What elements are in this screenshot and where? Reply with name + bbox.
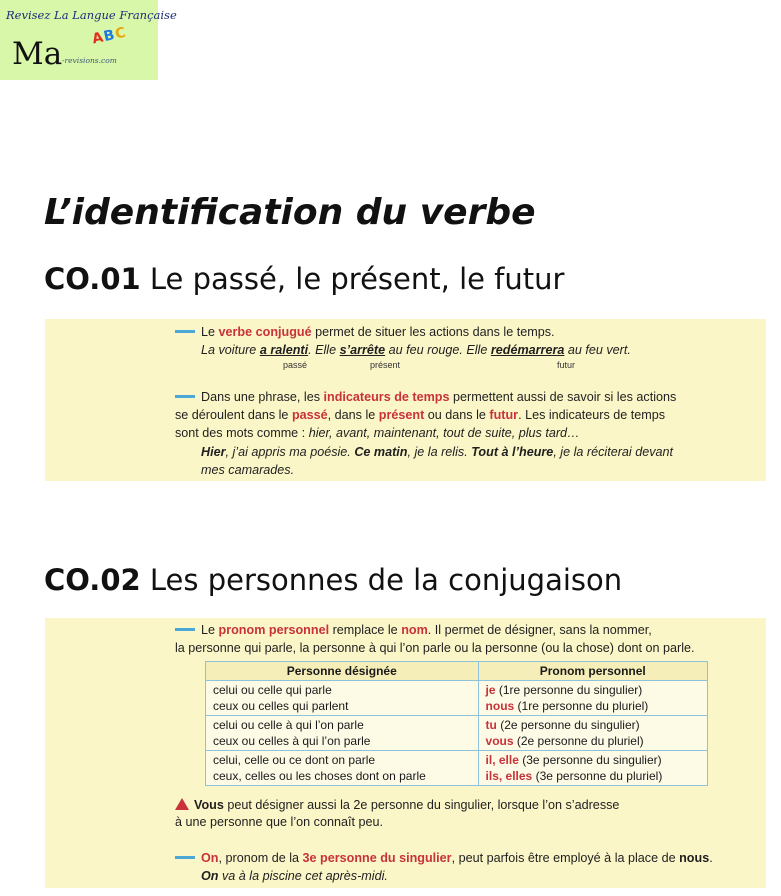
section-title-co02 [44,563,622,597]
logo-abc: ABC [90,24,129,48]
rule-pronom-personnel: Le pronom personnel remplace le nom. Il permet de désigner, sans la nommer, [175,623,652,637]
example-voiture: La voiture a ralenti. Elle s’arrête au feu rouge. Elle redémarrera au feu vert. [201,343,631,357]
bullet-dash-icon [175,628,195,631]
rule-indicateurs-line3: sont des mots comme : hier, avant, maintenant, tout de suite, plus tard… [175,426,580,440]
table-header-row [206,662,708,681]
logo-tagline: Revisez La Langue Française [6,8,177,22]
table-cell: celui, celle ou ce dont on parle ceux, celles ou les choses dont on parle [206,751,479,786]
site-logo [0,0,177,80]
table-cell: celui ou celle qui parle ceux ou celles qui parlent [206,681,479,716]
table-row [206,681,708,716]
section-title-text: Les personnes de la conjugaison [149,563,623,597]
rule-verbe-conjugue: Le verbe conjugué permet de situer les actions dans le temps. [175,325,555,339]
table-cell: je (1re personne du singulier) nous (1re personne du pluriel) [478,681,707,716]
logo-site: -revisions.com [62,56,117,65]
table-header: Pronom personnel [478,662,707,681]
page-title: L’identification du verbe [44,192,536,233]
table-row [206,716,708,751]
example-on: On va à la piscine cet après-midi. [201,869,388,883]
table-header: Personne désignée [206,662,479,681]
rule-on: On, pronom de la 3e personne du singulier, peut parfois être employé à la place de nous. [175,851,713,865]
label-present: présent [370,360,401,370]
section-title-co01 [44,262,564,296]
rule-pronom-line2: la personne qui parle, la personne à qui l’on parle ou la personne (ou la chose) dont on parle. [175,641,695,655]
conjugation-table [205,661,708,786]
label-passe: passé [283,360,308,370]
section-code: CO.02 [44,563,141,597]
table-cell: il, elle (3e personne du singulier) ils, elles (3e personne du pluriel) [478,751,707,786]
section-code: CO.01 [44,262,141,296]
bullet-dash-icon [175,856,195,859]
logo-ma: Ma [12,36,63,72]
rule-indicateurs-temps: Dans une phrase, les indicateurs de temps permettent aussi de savoir si les actions [175,390,676,404]
table-row [206,751,708,786]
warning-triangle-icon [175,798,189,810]
example-hier: Hier, j’ai appris ma poésie. Ce matin, je la relis. Tout à l’heure, je la réciterai devant [201,445,674,459]
rule-indicateurs-line2: se déroulent dans le passé, dans le présent ou dans le futur. Les indicateurs de temps [175,408,666,422]
example-hier-line2: mes camarades. [201,463,295,477]
table-cell: celui ou celle à qui l’on parle ceux ou celles à qui l’on parle [206,716,479,751]
table-cell: tu (2e personne du singulier) vous (2e personne du pluriel) [478,716,707,751]
warning-vous-line2: à une personne que l’on connaît peu. [175,815,383,829]
bullet-dash-icon [175,330,195,333]
warning-vous: Vous peut désigner aussi la 2e personne du singulier, lorsque l’on s’adresse [175,797,619,812]
section-title-text: Le passé, le présent, le futur [149,262,565,296]
label-futur: futur [557,360,576,370]
bullet-dash-icon [175,395,195,398]
